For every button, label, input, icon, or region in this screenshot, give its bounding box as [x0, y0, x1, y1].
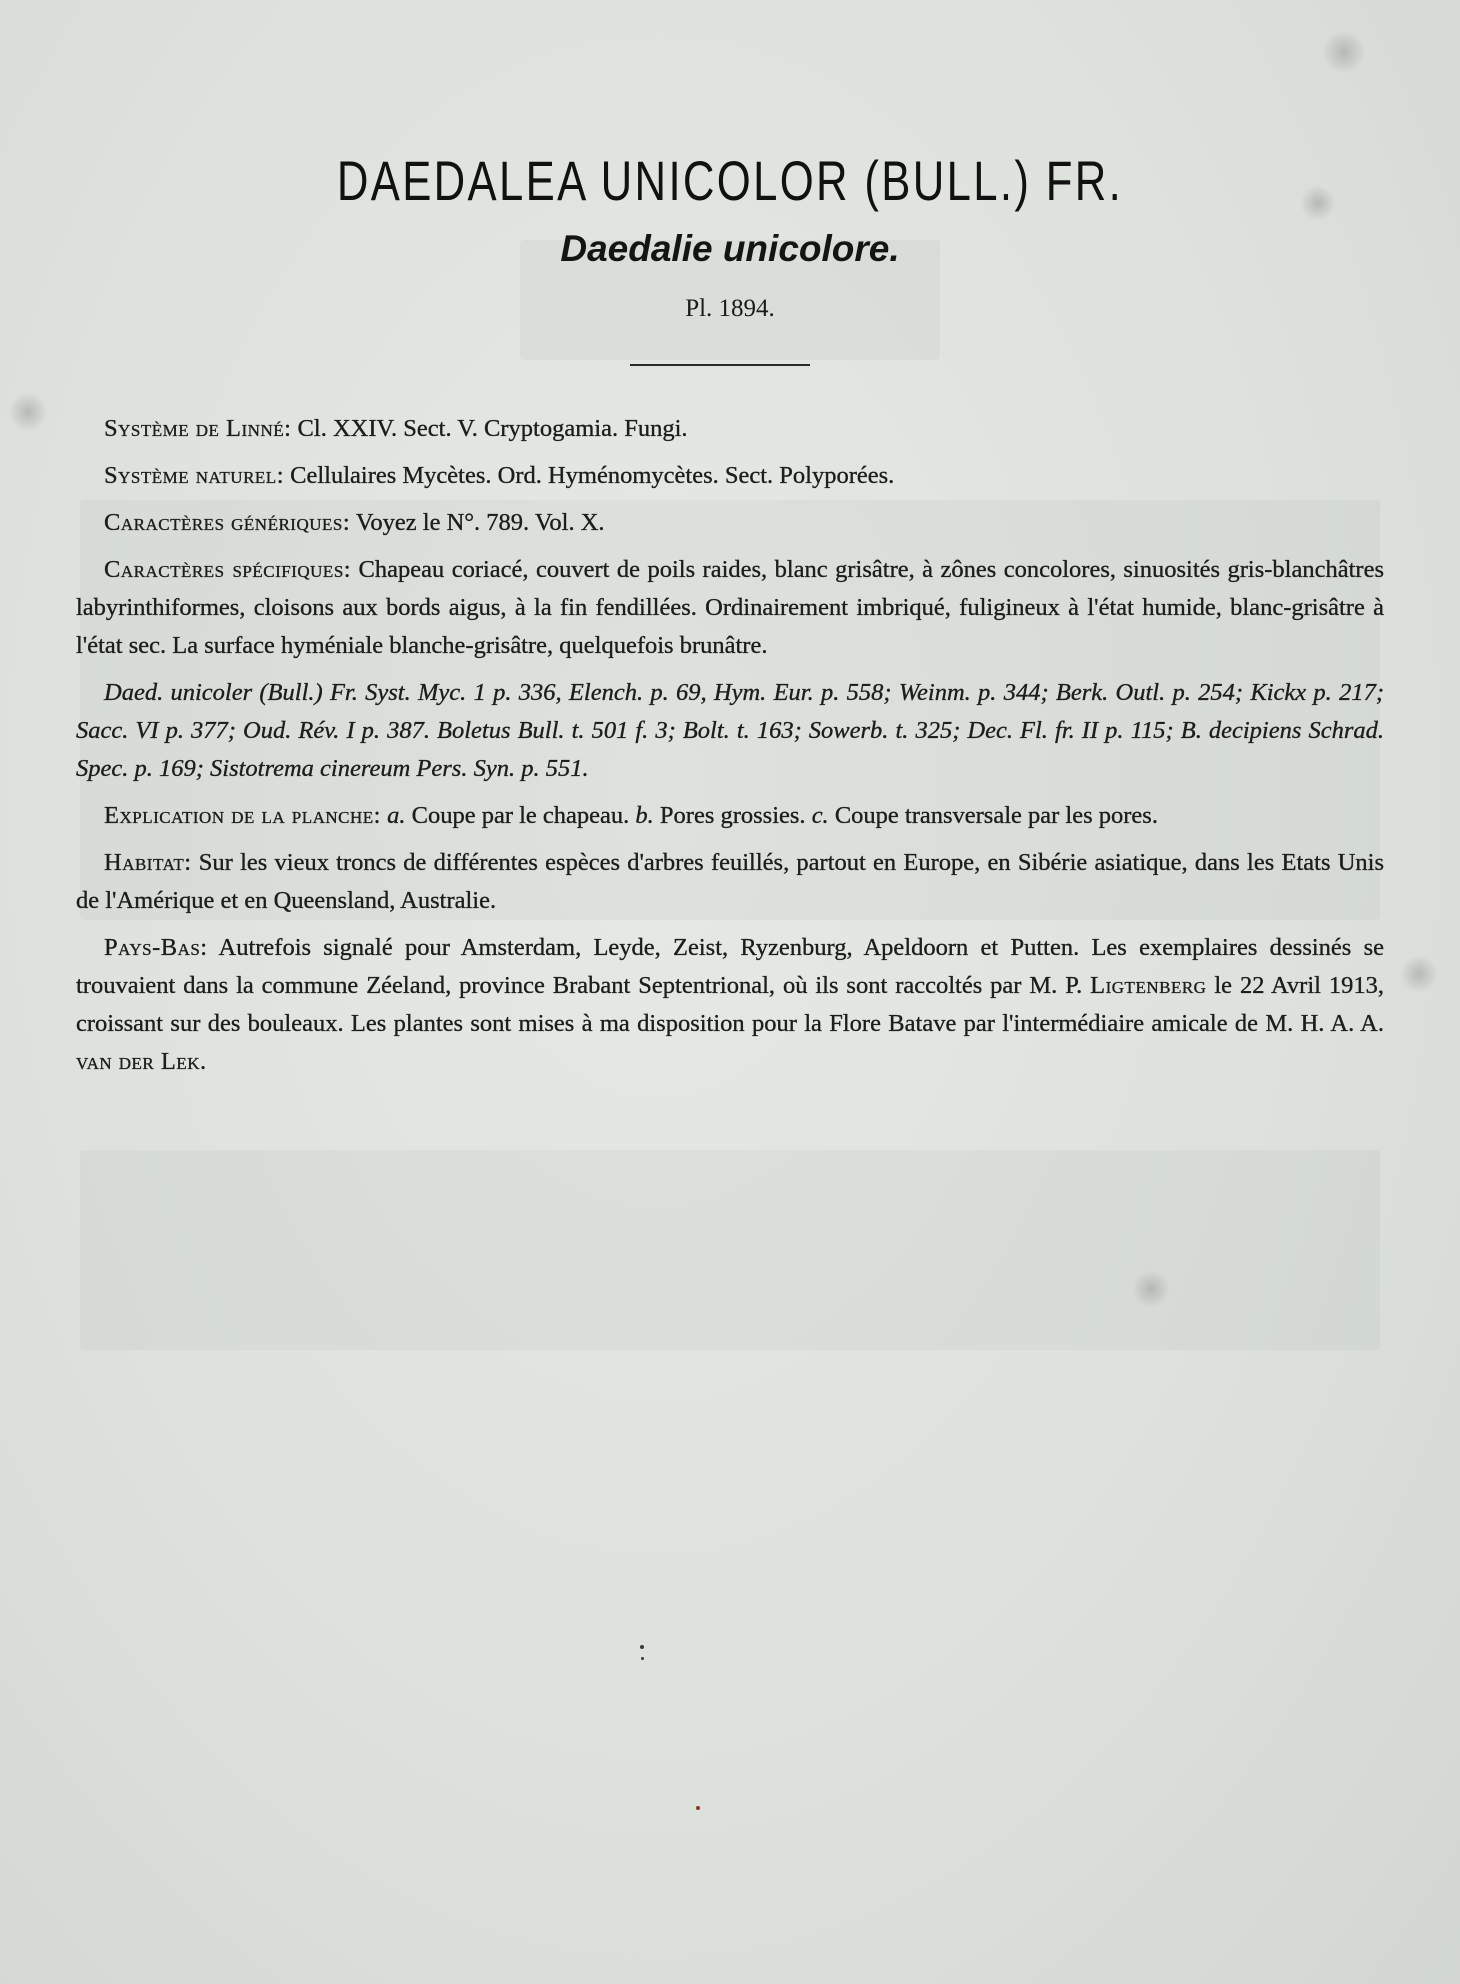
systeme-naturel: [76, 457, 1384, 495]
collector-name: Ligtenberg: [1090, 972, 1207, 999]
systeme-linne: [76, 410, 1384, 448]
figure-c-text: Coupe transversale par les pores.: [828, 802, 1158, 829]
paper-speck: [641, 1657, 644, 1660]
contributor-name: van der Lek: [76, 1048, 201, 1075]
paper-spot: [1300, 185, 1336, 221]
bleed-through-block: [80, 1150, 1380, 1350]
title-rule: [630, 364, 810, 366]
caracteres-specifiques-label: Caractères spécifiques:: [104, 556, 352, 583]
paper-spot: [8, 392, 48, 432]
caracteres-generiques-label: Caractères génériques:: [104, 509, 351, 536]
paper-speck: [640, 1645, 644, 1649]
figure-a-text: Coupe par le chapeau.: [405, 802, 636, 829]
systeme-naturel-label: Système naturel:: [104, 462, 284, 489]
explication-label: Explication de la planche:: [104, 802, 381, 829]
figure-b-letter: b.: [635, 802, 654, 829]
systeme-linne-label: Système de Linné:: [104, 415, 292, 442]
habitat: [76, 844, 1384, 920]
systeme-linne-text: Cl. XXIV. Sect. V. Cryptogamia. Fungi.: [291, 415, 688, 442]
habitat-text: Sur les vieux troncs de différentes espèces d'arbres feuillés, partout en Europe, en Sibérie asiatique, dans les Etats Unis de l'Amérique et en Queensland, Australie.: [76, 849, 1384, 914]
figure-a-letter: a.: [387, 802, 406, 829]
description-body: [76, 410, 1384, 1090]
habitat-label: Habitat:: [104, 849, 192, 876]
page-title: DAEDALEA UNICOLOR (BULL.) FR.: [336, 149, 1124, 212]
pays-bas-text-1: Autrefois signalé pour Amsterdam, Leyde, Zeist, Ryzenburg, Apeldoorn et Putten. Les exemplaires dessinés se trouvaient dans la commune Zéeland, province Brabant Septentrional, où ils sont raccoltés par M. P.: [76, 934, 1384, 999]
plate-number: Pl. 1894.: [685, 295, 775, 322]
literature-references: Daed. unicoler (Bull.) Fr. Syst. Myc. 1 p. 336, Elench. p. 69, Hym. Eur. p. 558; Weinm. p. 344; Berk. Outl. p. 254; Kickx p. 217; Sacc. VI p. 377; Oud. Rév. I p. 387. Boletus Bull. t. 501 f. 3; Bolt. t. 163; Sowerb. t. 325; Dec. Fl. fr. II p. 115; B. decipiens Schrad. Spec. p. 169; Sistotrema cinereum Pers. Syn. p. 551.: [76, 679, 1384, 782]
pays-bas: [76, 929, 1384, 1081]
caracteres-specifiques: [76, 551, 1384, 665]
paper-spot: [1322, 30, 1366, 74]
paper-spot: [1400, 955, 1438, 993]
systeme-naturel-text: Cellulaires Mycètes. Ord. Hyménomycètes. Sect. Polyporées.: [284, 462, 895, 489]
paper-spot: [1132, 1270, 1170, 1308]
figure-b-text: Pores grossies.: [653, 802, 812, 829]
paper-speck: [696, 1806, 700, 1810]
caracteres-generiques: [76, 504, 1384, 542]
pays-bas-text-3: .: [200, 1048, 207, 1075]
caracteres-generiques-text: Voyez le N°. 789. Vol. X.: [350, 509, 605, 536]
caracteres-specifiques-text: Chapeau coriacé, couvert de poils raides, blanc grisâtre, à zônes concolores, sinuosités gris-blanchâtres labyrinthiformes, cloisons aux bords aigus, à la fin fendillées. Ordinairement imbriqué, fuligineux à l'état humide, blanc-grisâtre à l'état sec. La surface hyméniale blanche-grisâtre, quelquefois brunâtre.: [76, 556, 1384, 659]
figure-c-letter: c.: [811, 802, 829, 829]
pays-bas-label: Pays-Bas:: [104, 934, 208, 961]
explication-planche: [76, 797, 1384, 835]
pays-bas-text-2: le 22 Avril 1913, croissant sur des bouleaux. Les plantes sont mises à ma disposition pour la Flore Batave par l'intermédiaire amicale de M. H. A. A.: [76, 972, 1384, 1037]
common-name: Daedalie unicolore.: [560, 228, 900, 269]
